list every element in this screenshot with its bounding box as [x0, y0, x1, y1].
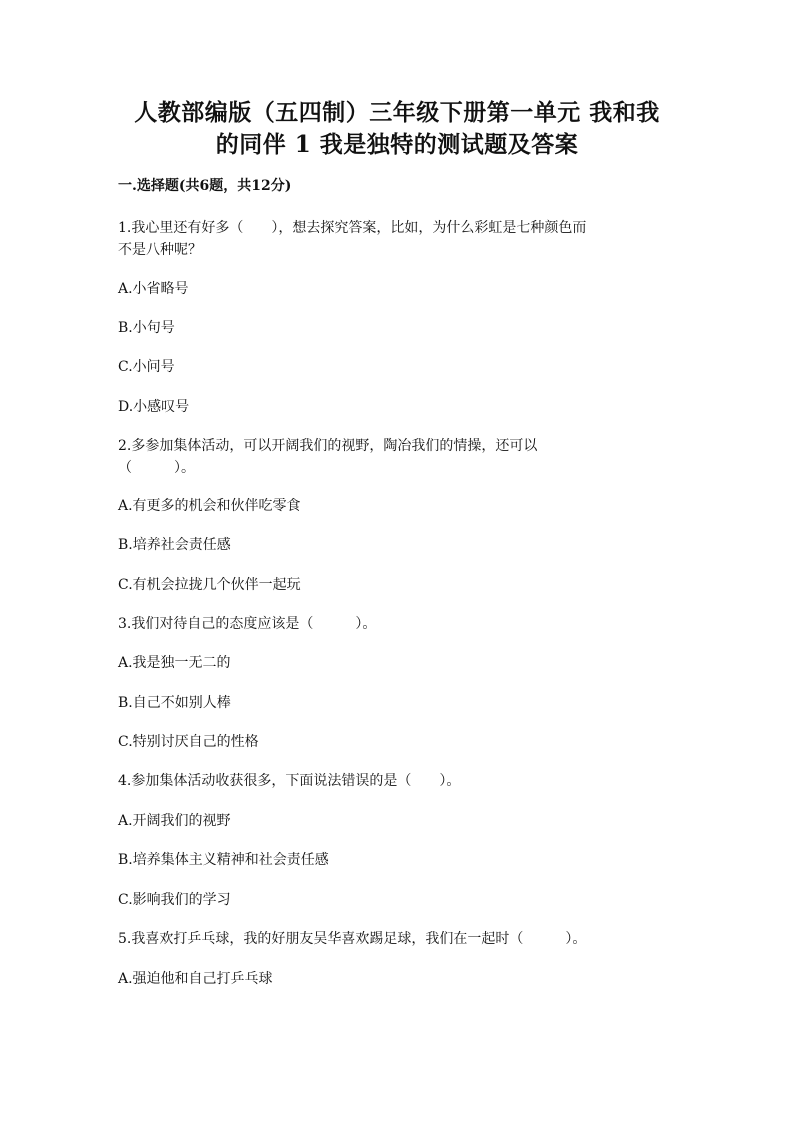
page-title-line-1: 人教部编版（五四制）三年级下册第一单元 我和我	[134, 99, 660, 126]
question-1-option-d: D.小感叹号	[118, 399, 190, 415]
question-5-line-1: 5.我喜欢打乒乓球，我的好朋友吴华喜欢踢足球，我们在一起时（ ）。	[118, 931, 587, 947]
question-2-option-b: B.培养社会责任感	[118, 537, 231, 553]
page-title-line-2: 的同伴 1 我是独特的测试题及答案	[215, 131, 579, 158]
question-2-option-a: A.有更多的机会和伙伴吃零食	[118, 498, 301, 514]
question-3-option-c: C.特别讨厌自己的性格	[118, 734, 259, 750]
question-4-option-b: B.培养集体主义精神和社会责任感	[118, 852, 329, 868]
question-1-line-1: 1.我心里还有好多（ ），想去探究答案，比如，为什么彩虹是七种颜色而	[118, 220, 587, 236]
question-4-line-1: 4.参加集体活动收获很多，下面说法错误的是（ ）。	[118, 773, 461, 789]
question-3-option-b: B.自己不如别人棒	[118, 695, 231, 711]
section-heading: 一.选择题(共6题，共12分)	[118, 178, 292, 194]
question-2-line-1: 2.多参加集体活动，可以开阔我们的视野，陶冶我们的情操，还可以	[118, 438, 538, 454]
question-4-option-a: A.开阔我们的视野	[118, 813, 231, 829]
question-1-option-c: C.小问号	[118, 359, 175, 375]
question-5-option-a: A.强迫他和自己打乒乓球	[118, 971, 273, 987]
question-1-option-b: B.小句号	[118, 320, 175, 336]
question-4-option-c: C.影响我们的学习	[118, 892, 231, 908]
question-1-line-2: 不是八种呢？	[118, 242, 202, 258]
question-3-option-a: A.我是独一无二的	[118, 655, 231, 671]
question-3-line-1: 3.我们对待自己的态度应该是（ ）。	[118, 616, 377, 632]
question-2-line-2: （ ）。	[118, 460, 195, 476]
question-1-option-a: A.小省略号	[118, 281, 189, 297]
question-2-option-c: C.有机会拉拢几个伙伴一起玩	[118, 577, 301, 593]
